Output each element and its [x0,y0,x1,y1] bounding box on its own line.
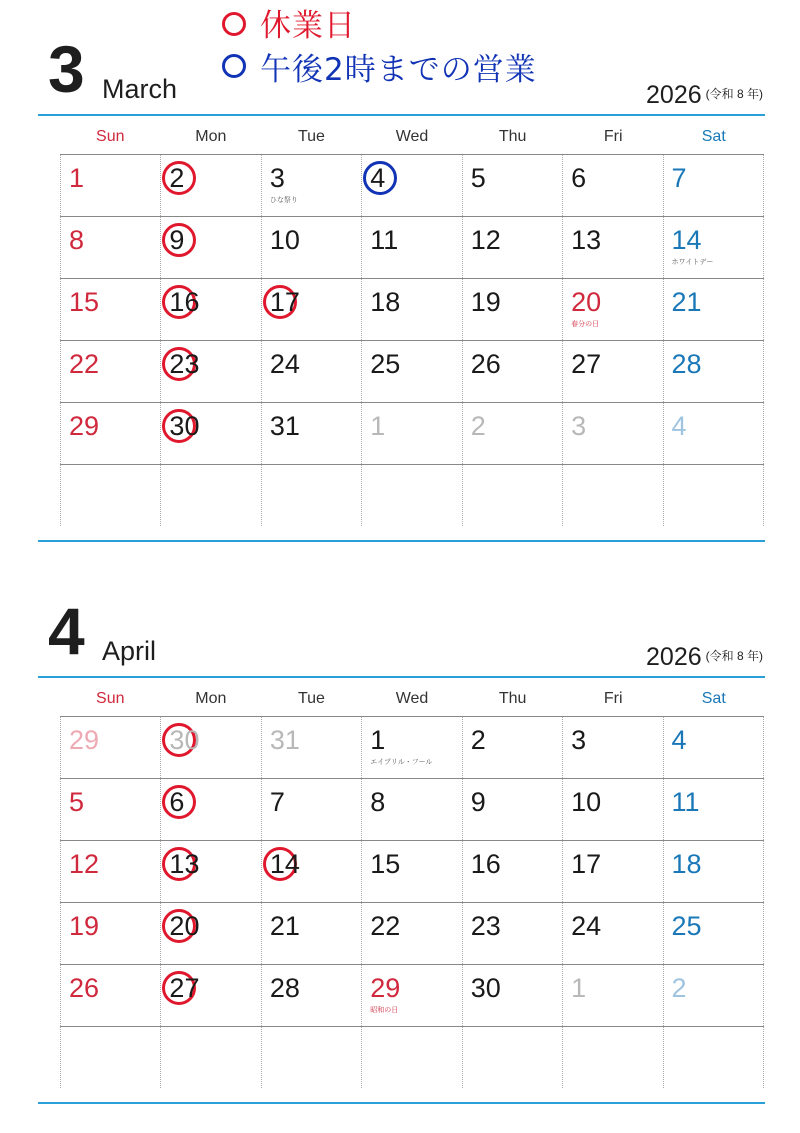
week-row [60,403,764,465]
day-number: 29 [69,725,100,755]
day-cell [361,279,461,340]
day-cell [562,717,662,778]
month-name: March [102,74,178,104]
day-cell [462,465,562,526]
top-rule [38,676,765,678]
weekday-tue: Tue [297,690,325,707]
day-cell [60,217,160,278]
day-cell [562,217,662,278]
day-cell [60,465,160,526]
day-number: 5 [69,787,85,817]
day-cell [60,965,160,1026]
day-number: 3 [571,411,587,441]
day-cell [663,279,764,340]
day-number: 11 [671,787,700,817]
day-cell [261,403,361,464]
year-label [646,643,763,672]
day-number: 1 [370,725,386,755]
day-number: 13 [571,225,602,255]
day-number: 9 [169,225,185,255]
day-cell [261,155,361,216]
day-number: 30 [169,725,200,755]
day-cell [562,155,662,216]
weekday-thu: Thu [498,690,527,707]
month-number: 4 [48,594,85,668]
day-cell [60,341,160,402]
day-number: 18 [671,849,702,879]
day-cell [663,965,764,1026]
year-number: 2026 [646,81,702,109]
top-rule [38,114,765,116]
day-number: 4 [671,725,687,755]
day-number: 1 [571,973,587,1003]
weekday-thu: Thu [498,128,527,145]
day-number: 23 [169,349,200,379]
day-number: 17 [571,849,602,879]
day-cell [462,279,562,340]
day-cell [562,965,662,1026]
day-number: 12 [69,849,100,879]
day-cell [663,841,764,902]
day-cell [261,217,361,278]
day-cell [361,903,461,964]
day-number: 31 [269,411,300,441]
day-number: 30 [169,411,200,441]
day-cell [663,717,764,778]
day-number: 16 [470,849,501,879]
day-cell [462,841,562,902]
day-cell [462,779,562,840]
day-number: 28 [269,973,300,1003]
day-cell [361,717,461,778]
day-cell [160,841,260,902]
day-cell [361,403,461,464]
day-cell [361,341,461,402]
day-number: 7 [671,163,687,193]
day-cell [261,841,361,902]
day-cell [160,403,260,464]
day-cell [361,465,461,526]
day-note: エイプリル・フール [370,758,433,766]
day-cell [160,279,260,340]
day-grid [60,154,764,526]
calendar-april [38,592,765,1112]
day-number: 3 [269,163,285,193]
day-number: 20 [571,287,602,317]
day-cell [562,779,662,840]
day-cell [562,841,662,902]
day-cell [663,341,764,402]
day-number: 24 [269,349,300,379]
day-grid [60,716,764,1088]
day-number: 16 [169,287,200,317]
day-number: 13 [169,849,200,879]
week-row [60,717,764,779]
weekday-mon: Mon [195,690,227,707]
day-number: 26 [470,349,501,379]
day-cell [361,217,461,278]
day-number: 15 [370,849,401,879]
day-number: 8 [69,225,85,255]
day-cell [462,155,562,216]
week-row [60,1027,764,1088]
week-row [60,217,764,279]
day-cell [261,903,361,964]
day-cell [261,341,361,402]
day-cell [160,155,260,216]
day-cell [361,1027,461,1088]
day-cell [361,841,461,902]
weekday-sat: Sat [701,128,726,145]
day-cell [361,779,461,840]
week-row [60,841,764,903]
week-row [60,155,764,217]
week-row [60,965,764,1027]
day-cell [361,965,461,1026]
era-label: (令和 8 年) [705,87,763,101]
day-number: 2 [169,163,185,193]
day-number: 26 [69,973,100,1003]
day-cell [663,779,764,840]
day-cell [663,155,764,216]
calendar-march [38,30,765,550]
day-cell [562,465,662,526]
day-cell [462,903,562,964]
day-number: 2 [470,411,486,441]
weekday-sat: Sat [701,690,726,707]
day-number: 5 [470,163,486,193]
day-number: 7 [269,787,285,817]
day-number: 11 [370,225,399,255]
day-cell [261,465,361,526]
day-number: 27 [571,349,602,379]
day-number: 6 [571,163,587,193]
day-number: 21 [269,911,300,941]
day-cell [663,465,764,526]
day-number: 27 [169,973,200,1003]
weekday-mon: Mon [195,128,227,145]
day-number: 29 [370,973,401,1003]
day-number: 20 [169,911,200,941]
day-cell [160,717,260,778]
day-cell [160,779,260,840]
day-cell [663,217,764,278]
weekday-fri: Fri [603,128,623,145]
day-number: 19 [470,287,501,317]
weekday-fri: Fri [603,690,623,707]
day-cell [60,279,160,340]
day-cell [462,965,562,1026]
day-cell [562,1027,662,1088]
day-cell [462,1027,562,1088]
day-cell [160,341,260,402]
day-number: 3 [571,725,587,755]
day-number: 10 [269,225,300,255]
week-row [60,465,764,526]
day-cell [261,279,361,340]
day-number: 1 [370,411,386,441]
day-cell [462,217,562,278]
day-number: 4 [671,411,687,441]
day-cell [663,403,764,464]
day-number: 22 [370,911,401,941]
weekday-header [60,119,764,155]
day-number: 17 [269,287,300,317]
day-cell [562,341,662,402]
day-cell [160,465,260,526]
day-number: 15 [69,287,100,317]
day-cell [60,841,160,902]
day-cell [160,965,260,1026]
day-number: 30 [470,973,501,1003]
day-number: 4 [370,163,386,193]
day-note: 春分の日 [571,320,600,328]
day-cell [663,903,764,964]
day-number: 9 [470,787,486,817]
day-cell [663,1027,764,1088]
bottom-rule [38,540,765,542]
day-cell [60,403,160,464]
weekday-tue: Tue [297,128,325,145]
day-number: 6 [169,787,185,817]
bottom-rule [38,1102,765,1104]
day-cell [60,155,160,216]
day-cell [60,779,160,840]
day-number: 22 [69,349,100,379]
day-number: 31 [269,725,300,755]
day-number: 25 [671,911,702,941]
day-cell [60,1027,160,1088]
day-cell [261,965,361,1026]
day-cell [160,903,260,964]
day-number: 14 [671,225,702,255]
day-number: 1 [69,163,85,193]
day-cell [60,717,160,778]
day-number: 21 [671,287,702,317]
day-number: 19 [69,911,100,941]
day-cell [261,717,361,778]
weekday-sun: Sun [96,690,125,707]
legend-closed-label: 休業日 [260,8,356,44]
day-cell [361,155,461,216]
weekday-header [60,681,764,717]
day-cell [160,1027,260,1088]
legend-half-day-label: 午後2時までの営業 [260,52,537,88]
day-number: 25 [370,349,401,379]
day-cell [562,279,662,340]
weekday-wed: Wed [395,128,429,145]
week-row [60,903,764,965]
day-number: 10 [571,787,602,817]
week-row [60,341,764,403]
day-number: 14 [269,849,300,879]
day-cell [562,403,662,464]
day-number: 23 [470,911,501,941]
day-note: ひな祭り [269,196,298,204]
day-cell [160,217,260,278]
day-number: 2 [671,973,687,1003]
day-number: 24 [571,911,602,941]
day-cell [562,903,662,964]
year-label [646,81,763,110]
week-row [60,779,764,841]
era-label: (令和 8 年) [705,649,763,663]
day-number: 18 [370,287,401,317]
day-cell [261,779,361,840]
day-cell [261,1027,361,1088]
day-number: 8 [370,787,386,817]
day-cell [462,403,562,464]
year-number: 2026 [646,643,702,671]
day-number: 2 [470,725,486,755]
weekday-wed: Wed [395,690,429,707]
day-cell [462,341,562,402]
day-number: 12 [470,225,501,255]
weekday-sun: Sun [96,128,125,145]
week-row [60,279,764,341]
day-note: 昭和の日 [370,1006,399,1014]
day-cell [60,903,160,964]
day-number: 28 [671,349,702,379]
month-number: 3 [48,32,85,106]
month-name: April [102,636,157,666]
day-note: ホワイトデー [671,258,714,266]
day-cell [462,717,562,778]
day-number: 29 [69,411,100,441]
